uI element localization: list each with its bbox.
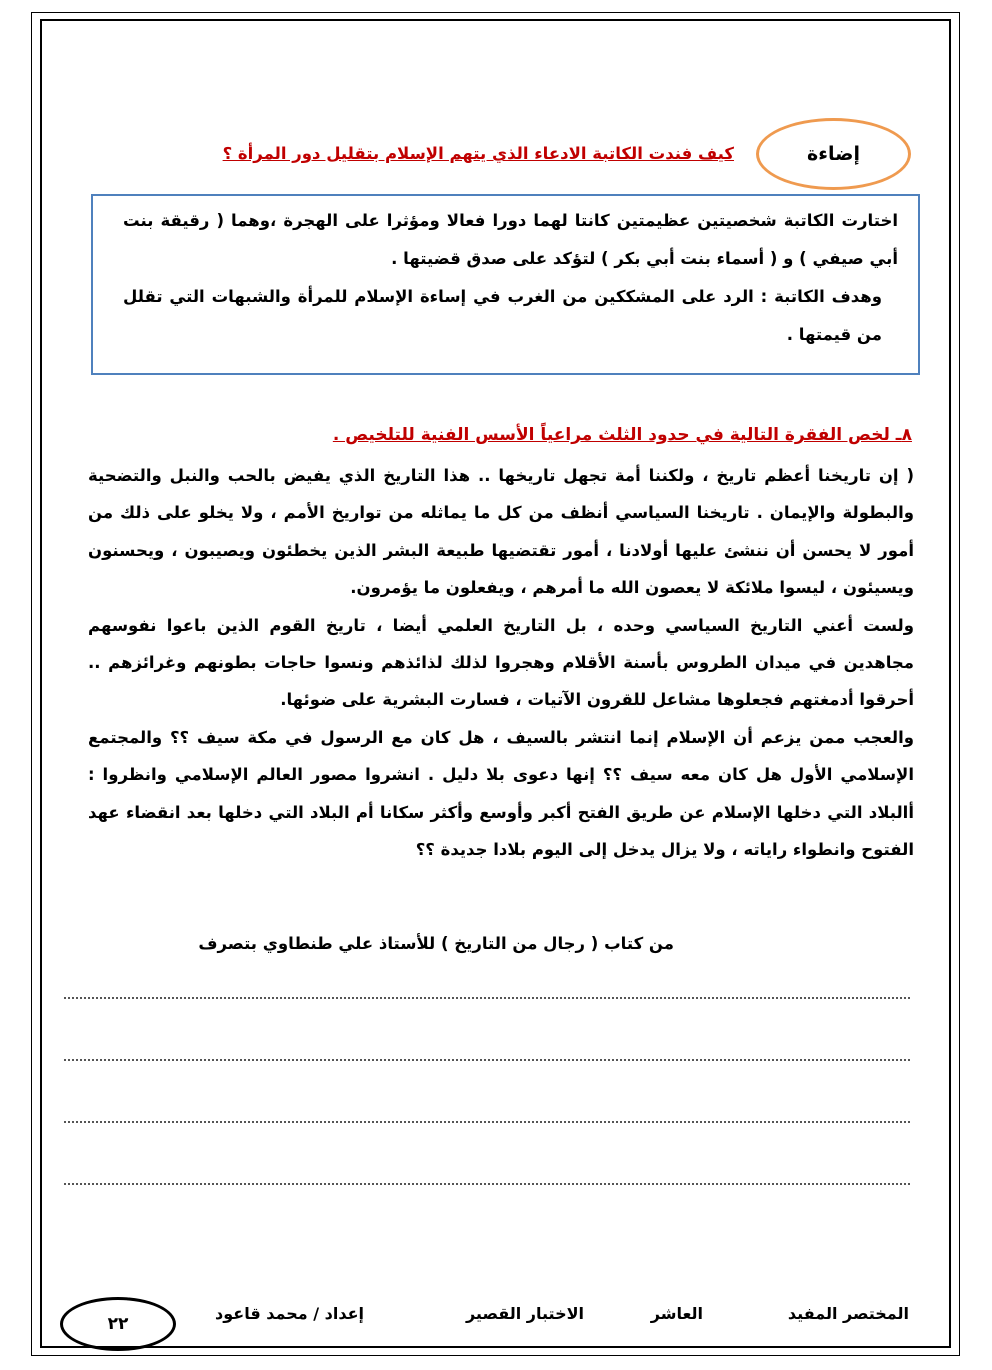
passage-paragraph: ولست أعني التاريخ السياسي وحده ، بل التاريخ العلمي أيضا ، تاريخ القوم الذين باعوا نفوسهم مجاهدين في ميدان الطروس بأسنة الأقلام وهجروا لذلك لذائذهم ونسوا حاجات بطونهم وغرائزهم .. أحرقوا أدمغتهم فجعلوها مشاعل للقرون الآتيات ، فسارت البشرية على ضوئها. bbox=[88, 615, 914, 710]
passage-paragraph: ( إن تاريخنا أعظم تاريخ ، ولكننا أمة تجهل تاريخها .. هذا التاريخ الذي يفيض بالحب والنبل والتضحية والبطولة والإيمان . تاريخنا السياسي أنظف من كل ما يماثله من تواريخ الأمم ، ولا يخلو على ذلك من أمور لا يحسن أن ننشئ عليها أولادنا ، أمور تقتضيها طبيعة البشر الذين يخطئون ويصيبون ، ويحسنون ويسيئون ، ليسوا ملائكة لا يعصون الله ما أمرهم ، ويفعلون ما يؤمرون. bbox=[88, 466, 914, 598]
footer-test-type: الاختبار القصير bbox=[465, 1304, 584, 1323]
answer-paragraph: اختارت الكاتبة شخصيتين عظيمتين كانتا لهما دورا فعالا ومؤثرا على الهجرة ،وهما ( رقيقة بنت أبي صيفي ) و ( أسماء بنت أبي بكر ) لتؤكد على صدق قضيتها . bbox=[123, 211, 898, 268]
answer-box bbox=[91, 194, 920, 375]
source-citation: من كتاب ( رجال من التاريخ ) للأستاذ علي طنطاوي بتصرف bbox=[198, 934, 674, 953]
passage bbox=[88, 457, 914, 868]
footer-grade: العاشر bbox=[650, 1304, 703, 1323]
passage-paragraph: والعجب ممن يزعم أن الإسلام إنما انتشر بالسيف ، هل كان مع الرسول في مكة سيف ؟؟ والمجتمع الإسلامي الأول هل كان معه سيف ؟؟ إنها دعوى بلا دليل . انشروا مصور العالم الإسلامي وانظروا : أالبلاد التي دخلها الإسلام عن طريق الفتح أكبر وأوسع وأكثر سكانا أم البلاد التي دخلها بعد انقضاء عهد الفتوح وانطواء راياته ، ولا يزال يدخل إلى اليوم بلادا جديدة ؟؟ bbox=[88, 727, 914, 860]
answer-line[interactable] bbox=[64, 1059, 910, 1061]
highlight-label: إضاءة bbox=[756, 118, 911, 190]
answer-paragraph: وهدف الكاتبة : الرد على المشككين من الغرب في إساءة الإسلام للمرأة والشبهات التي تقلل من قيمتها . bbox=[123, 287, 882, 344]
section-title: ٨ـ لخص الفقرة التالية في حدود الثلث مراعياً الأسس الفنية للتلخيص . bbox=[332, 425, 912, 445]
answer-line[interactable] bbox=[64, 997, 910, 999]
answer-line[interactable] bbox=[64, 1121, 910, 1123]
page-number: ٢٢ bbox=[60, 1297, 176, 1351]
question-heading: كيف فندت الكاتبة الادعاء الذي يتهم الإسلام بتقليل دور المرأة ؟ bbox=[222, 144, 734, 163]
footer-book-title: المختصر المفيد bbox=[787, 1304, 909, 1323]
footer-author: إعداد / محمد قاعود bbox=[215, 1304, 364, 1323]
answer-line[interactable] bbox=[64, 1183, 910, 1185]
answer-text bbox=[123, 202, 898, 354]
